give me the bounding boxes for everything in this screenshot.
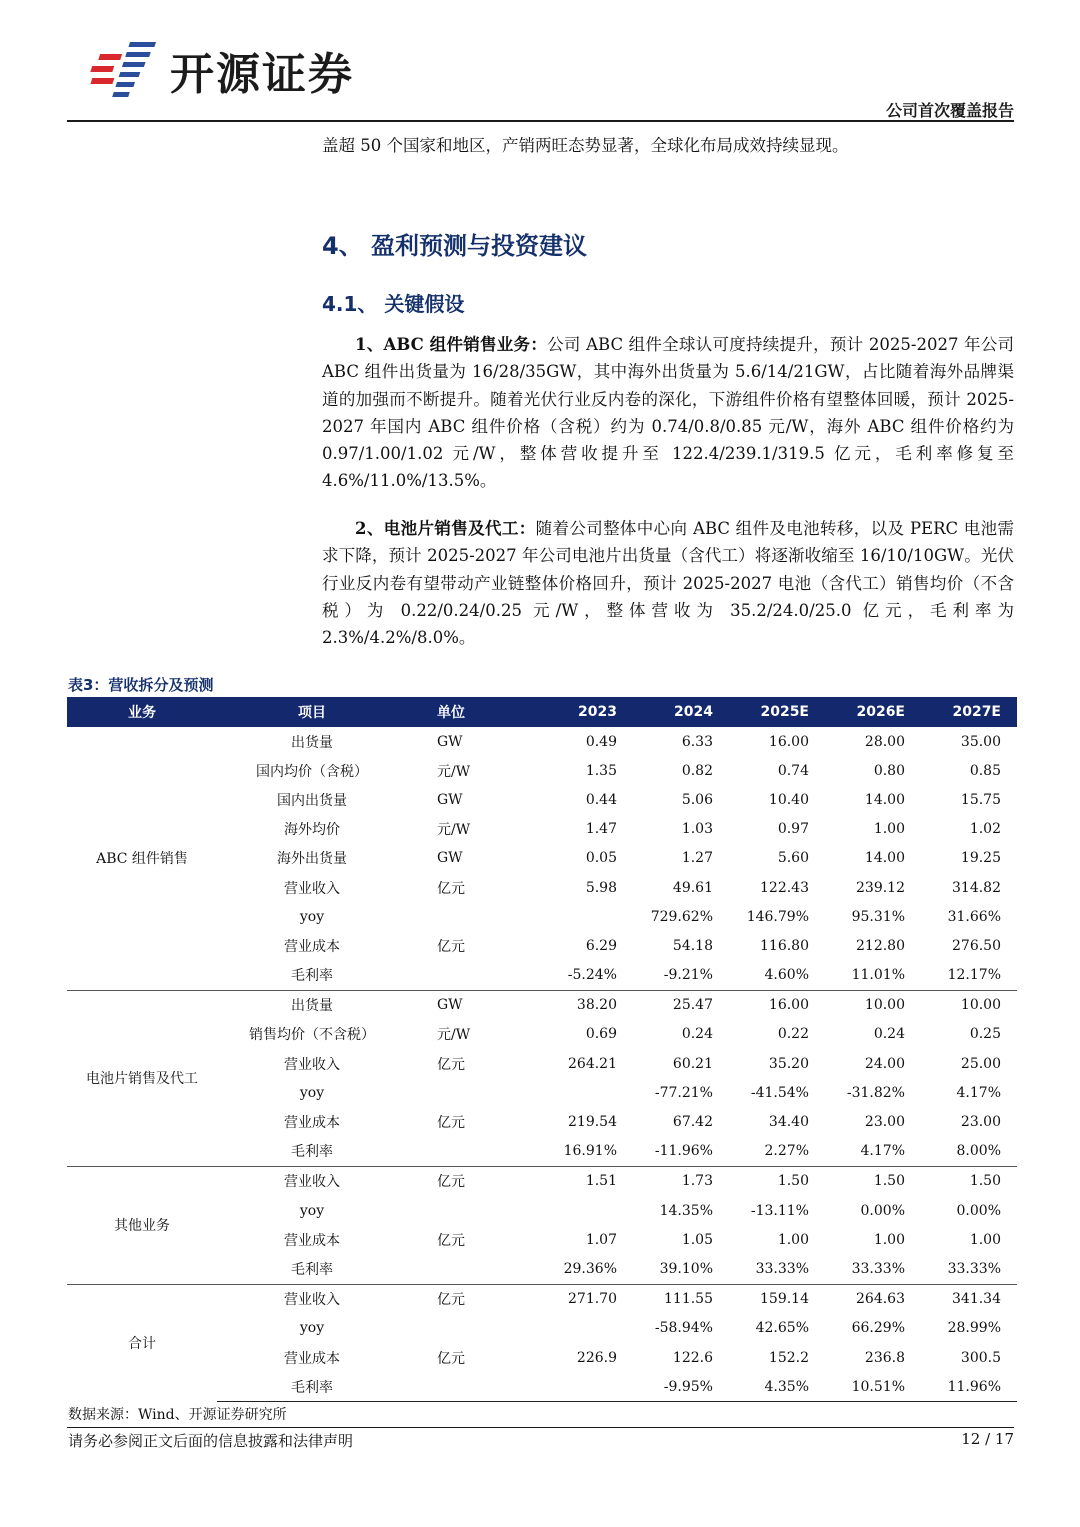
item-cell: 出货量 — [291, 734, 333, 751]
value-cell: 6.29 — [585, 937, 617, 954]
value-cell: -9.95% — [633, 1372, 729, 1402]
value-cell: 276.50 — [952, 937, 1001, 954]
value-cell: 1.02 — [969, 821, 1001, 838]
unit-cell: GW — [437, 733, 463, 750]
value-cell: 95.31% — [851, 908, 905, 925]
unit-cell: 亿元 — [437, 1350, 465, 1367]
unit-cell — [407, 1372, 537, 1402]
value-cell: 1.50 — [825, 1166, 921, 1196]
value-cell: 23.00 — [960, 1114, 1001, 1131]
revenue-forecast-table — [67, 697, 1017, 1402]
value-cell: 5.06 — [681, 791, 713, 808]
value-cell: -9.21% — [663, 967, 713, 984]
value-cell: 0.44 — [585, 791, 617, 808]
value-cell: 0.49 — [585, 733, 617, 750]
value-cell: -77.21% — [654, 1084, 713, 1101]
footer-disclaimer: 请务必参阅正文后面的信息披露和法律声明 — [68, 1432, 354, 1450]
item-cell: 毛利率 — [217, 1372, 407, 1402]
value-cell: 28.99% — [947, 1320, 1001, 1337]
value-cell: 11.01% — [851, 967, 905, 984]
col-header: 项目 — [217, 697, 407, 727]
table-body — [67, 727, 1017, 1402]
value-cell: 6.33 — [681, 733, 713, 750]
unit-cell — [407, 1078, 537, 1107]
value-cell: 300.5 — [960, 1349, 1001, 1366]
value-cell: 0.00% — [860, 1202, 905, 1219]
value-cell: 25.00 — [960, 1055, 1001, 1072]
value-cell: 0.00% — [956, 1202, 1001, 1219]
value-cell: 14.35% — [659, 1202, 713, 1219]
col-header: 2026E — [825, 697, 921, 727]
value-cell: 1.50 — [921, 1166, 1017, 1196]
unit-cell: 元/W — [437, 1027, 471, 1044]
value-cell: 49.61 — [672, 879, 713, 896]
item-cell: 营业收入 — [217, 1166, 407, 1196]
value-cell: 29.36% — [563, 1260, 617, 1277]
value-cell: 54.18 — [672, 937, 713, 954]
unit-cell: 亿元 — [407, 1284, 537, 1314]
col-header: 2025E — [729, 697, 825, 727]
value-cell: 122.6 — [672, 1349, 713, 1366]
paragraph-lead: 1、ABC 组件销售业务： — [355, 335, 548, 354]
footer-divider — [67, 1427, 1014, 1428]
value-cell: 0.82 — [681, 762, 713, 779]
value-cell: 0.24 — [681, 1026, 713, 1043]
item-cell: 海外均价 — [284, 822, 340, 839]
section-heading: 4、 盈利预测与投资建议 — [322, 232, 588, 260]
table-row — [67, 1284, 1017, 1314]
unit-cell: 元/W — [437, 822, 471, 839]
value-cell: 42.65% — [755, 1320, 809, 1337]
value-cell: 0.24 — [873, 1026, 905, 1043]
unit-cell: 亿元 — [437, 1232, 465, 1249]
value-cell: 0.80 — [873, 762, 905, 779]
value-cell: 0.97 — [777, 821, 809, 838]
business-cell: 合计 — [67, 1284, 217, 1402]
paragraph-lead: 2、电池片销售及代工： — [355, 519, 536, 538]
item-cell: 毛利率 — [291, 1261, 333, 1278]
item-cell: yoy — [299, 908, 325, 925]
page-number: 12 / 17 — [961, 1430, 1014, 1448]
value-cell: 271.70 — [537, 1284, 633, 1314]
item-cell: 出货量 — [217, 990, 407, 1020]
value-cell: 35.00 — [960, 733, 1001, 750]
value-cell: -13.11% — [750, 1202, 809, 1219]
unit-cell — [407, 1137, 537, 1167]
value-cell: 122.43 — [760, 879, 809, 896]
item-cell: yoy — [299, 1202, 325, 1219]
value-cell: 39.10% — [659, 1260, 713, 1277]
item-cell: 营业成本 — [284, 1232, 340, 1249]
value-cell: 1.00 — [873, 1231, 905, 1248]
paragraph-body: 公司 ABC 组件全球认可度持续提升，预计 2025-2027 年公司 ABC 组件出货量为 16/28/35GW，其中海外出货量为 5.6/14/21GW，占比随着海外品牌渠道的加强而不断提升。随着光伏行业反内卷的深化，下游组件价格有望整体回暖，预计 2025-2027 年国内 ABC 组件价格（含税）约为 0.74/0.8/0.85 元/W，海外 ABC 组件价格约为 0.97/1.00/1.02 元/W，整体营收提升至 122.4/239.1/319.5 亿元，毛利率修复至 4.6%/11.0%/13.5%。 — [322, 335, 1014, 491]
header-divider — [67, 120, 1014, 122]
data-source: 数据来源：Wind、开源证券研究所 — [68, 1407, 287, 1423]
report-type: 公司首次覆盖报告 — [885, 101, 1014, 120]
value-cell: 5.98 — [585, 879, 617, 896]
unit-cell — [407, 1196, 537, 1225]
value-cell: 1.50 — [729, 1166, 825, 1196]
value-cell: 1.51 — [537, 1166, 633, 1196]
value-cell: 1.00 — [777, 1231, 809, 1248]
value-cell: 314.82 — [952, 879, 1001, 896]
item-cell: 营业收入 — [217, 1284, 407, 1314]
item-cell: 国内出货量 — [277, 792, 347, 809]
value-cell — [537, 902, 633, 931]
value-cell: -58.94% — [654, 1320, 713, 1337]
item-cell: 营业收入 — [284, 1056, 340, 1073]
business-cell: 电池片销售及代工 — [67, 990, 217, 1166]
subsection-heading: 4.1、 关键假设 — [322, 292, 465, 316]
item-cell: 毛利率 — [291, 1144, 333, 1161]
item-cell: 销售均价（不含税） — [249, 1027, 375, 1044]
unit-cell — [407, 961, 537, 991]
value-cell: 23.00 — [864, 1114, 905, 1131]
value-cell: 264.63 — [825, 1284, 921, 1314]
value-cell: -5.24% — [567, 967, 617, 984]
value-cell: 239.12 — [856, 879, 905, 896]
value-cell — [537, 1078, 633, 1107]
table-title: 表3：营收拆分及预测 — [68, 676, 214, 694]
value-cell: 1.47 — [585, 821, 617, 838]
value-cell: 212.80 — [856, 937, 905, 954]
value-cell: 1.73 — [633, 1166, 729, 1196]
value-cell: 0.25 — [969, 1026, 1001, 1043]
unit-cell: 元/W — [437, 763, 471, 780]
kaiyuan-logo-icon — [88, 36, 158, 98]
value-cell: 4.17% — [860, 1143, 905, 1160]
value-cell: -31.82% — [846, 1084, 905, 1101]
value-cell: 159.14 — [729, 1284, 825, 1314]
value-cell: 31.66% — [947, 908, 1001, 925]
value-cell: 264.21 — [568, 1055, 617, 1072]
value-cell: 66.29% — [851, 1320, 905, 1337]
value-cell: 5.60 — [777, 850, 809, 867]
value-cell: 10.40 — [768, 791, 809, 808]
unit-cell — [407, 902, 537, 931]
value-cell: 38.20 — [537, 990, 633, 1020]
value-cell: 1.00 — [969, 1231, 1001, 1248]
col-header: 2024 — [633, 697, 729, 727]
value-cell: 15.75 — [960, 791, 1001, 808]
item-cell: 毛利率 — [291, 968, 333, 985]
assumption-paragraph-cell — [322, 515, 1014, 651]
value-cell: 10.51% — [825, 1372, 921, 1402]
value-cell: 1.07 — [585, 1231, 617, 1248]
value-cell: 0.74 — [777, 762, 809, 779]
item-cell: 营业成本 — [284, 1350, 340, 1367]
value-cell: 11.96% — [921, 1372, 1017, 1402]
value-cell — [537, 1372, 633, 1402]
item-cell: 国内均价（含税） — [256, 763, 368, 780]
value-cell: 341.34 — [921, 1284, 1017, 1314]
value-cell: 10.00 — [921, 990, 1017, 1020]
value-cell: 25.47 — [633, 990, 729, 1020]
value-cell: 219.54 — [568, 1114, 617, 1131]
item-cell: yoy — [299, 1084, 325, 1101]
table-row — [67, 990, 1017, 1020]
value-cell: 0.69 — [585, 1026, 617, 1043]
business-cell: ABC 组件销售 — [96, 851, 188, 868]
value-cell: 226.9 — [576, 1349, 617, 1366]
value-cell: 19.25 — [960, 850, 1001, 867]
value-cell: 33.33% — [851, 1260, 905, 1277]
unit-cell: GW — [437, 791, 463, 808]
value-cell: 1.00 — [873, 821, 905, 838]
table-header-row — [67, 697, 1017, 727]
col-header: 业务 — [67, 697, 217, 727]
value-cell: 60.21 — [672, 1055, 713, 1072]
col-header: 2023 — [537, 697, 633, 727]
item-cell: 营业成本 — [284, 1115, 340, 1132]
value-cell: 35.20 — [768, 1055, 809, 1072]
unit-cell: 亿元 — [437, 1056, 465, 1073]
page-header — [0, 0, 1080, 125]
value-cell: 152.2 — [768, 1349, 809, 1366]
unit-cell: GW — [407, 990, 537, 1020]
brand-name: 开源证券 — [170, 49, 354, 100]
value-cell: -11.96% — [654, 1143, 713, 1160]
value-cell: 116.80 — [760, 937, 809, 954]
value-cell: 4.60% — [764, 967, 809, 984]
unit-cell: 亿元 — [437, 938, 465, 955]
table-row — [67, 727, 1017, 756]
value-cell: 16.00 — [729, 990, 825, 1020]
item-cell: 营业成本 — [284, 938, 340, 955]
value-cell: 33.33% — [755, 1260, 809, 1277]
business-cell: 其他业务 — [67, 1166, 217, 1284]
table-row — [67, 1166, 1017, 1196]
value-cell: 111.55 — [633, 1284, 729, 1314]
value-cell: 16.91% — [563, 1143, 617, 1160]
value-cell: 67.42 — [672, 1114, 713, 1131]
value-cell: 8.00% — [956, 1143, 1001, 1160]
value-cell: 0.22 — [777, 1026, 809, 1043]
paragraph-body: 随着公司整体中心向 ABC 组件及电池转移，以及 PERC 电池需求下降，预计 2025-2027 年公司电池片出货量（含代工）将逐渐收缩至 16/10/10GW。光伏行业反内卷有望带动产业链整体价格回升，预计 2025-2027 电池（含代工）销售均价（不含税）为 0.22/0.24/0.25 元/W，整体营收为 35.2/24.0/25.0 亿元，毛利率为 2.3%/4.2%/8.0%。 — [322, 519, 1015, 648]
value-cell: 0.05 — [585, 850, 617, 867]
unit-cell — [407, 1254, 537, 1284]
value-cell: 236.8 — [864, 1349, 905, 1366]
value-cell: 2.27% — [764, 1143, 809, 1160]
col-header: 单位 — [407, 697, 537, 727]
value-cell: 34.40 — [768, 1114, 809, 1131]
value-cell: 1.27 — [681, 850, 713, 867]
item-cell: 营业收入 — [284, 880, 340, 897]
value-cell: 14.00 — [864, 791, 905, 808]
value-cell — [537, 1196, 633, 1225]
value-cell: 4.17% — [956, 1084, 1001, 1101]
item-cell: yoy — [299, 1320, 325, 1337]
value-cell: 729.62% — [650, 908, 713, 925]
value-cell: 4.35% — [729, 1372, 825, 1402]
value-cell: 1.35 — [585, 762, 617, 779]
value-cell: 28.00 — [864, 733, 905, 750]
value-cell: 146.79% — [746, 908, 809, 925]
value-cell: 33.33% — [947, 1260, 1001, 1277]
unit-cell — [407, 1314, 537, 1343]
value-cell: 16.00 — [768, 733, 809, 750]
value-cell: 1.03 — [681, 821, 713, 838]
value-cell: 1.05 — [681, 1231, 713, 1248]
value-cell: 0.85 — [969, 762, 1001, 779]
value-cell: 12.17% — [947, 967, 1001, 984]
unit-cell: 亿元 — [437, 1115, 465, 1132]
unit-cell: GW — [437, 850, 463, 867]
col-header: 2027E — [921, 697, 1017, 727]
intro-paragraph: 盖超 50 个国家和地区，产销两旺态势显著，全球化布局成效持续显现。 — [322, 136, 849, 155]
item-cell: 海外出货量 — [277, 851, 347, 868]
unit-cell: 亿元 — [407, 1166, 537, 1196]
value-cell: 14.00 — [864, 850, 905, 867]
assumption-paragraph-abc — [322, 331, 1014, 495]
value-cell: -41.54% — [750, 1084, 809, 1101]
value-cell — [537, 1314, 633, 1343]
value-cell: 10.00 — [825, 990, 921, 1020]
value-cell: 24.00 — [864, 1055, 905, 1072]
unit-cell: 亿元 — [437, 880, 465, 897]
